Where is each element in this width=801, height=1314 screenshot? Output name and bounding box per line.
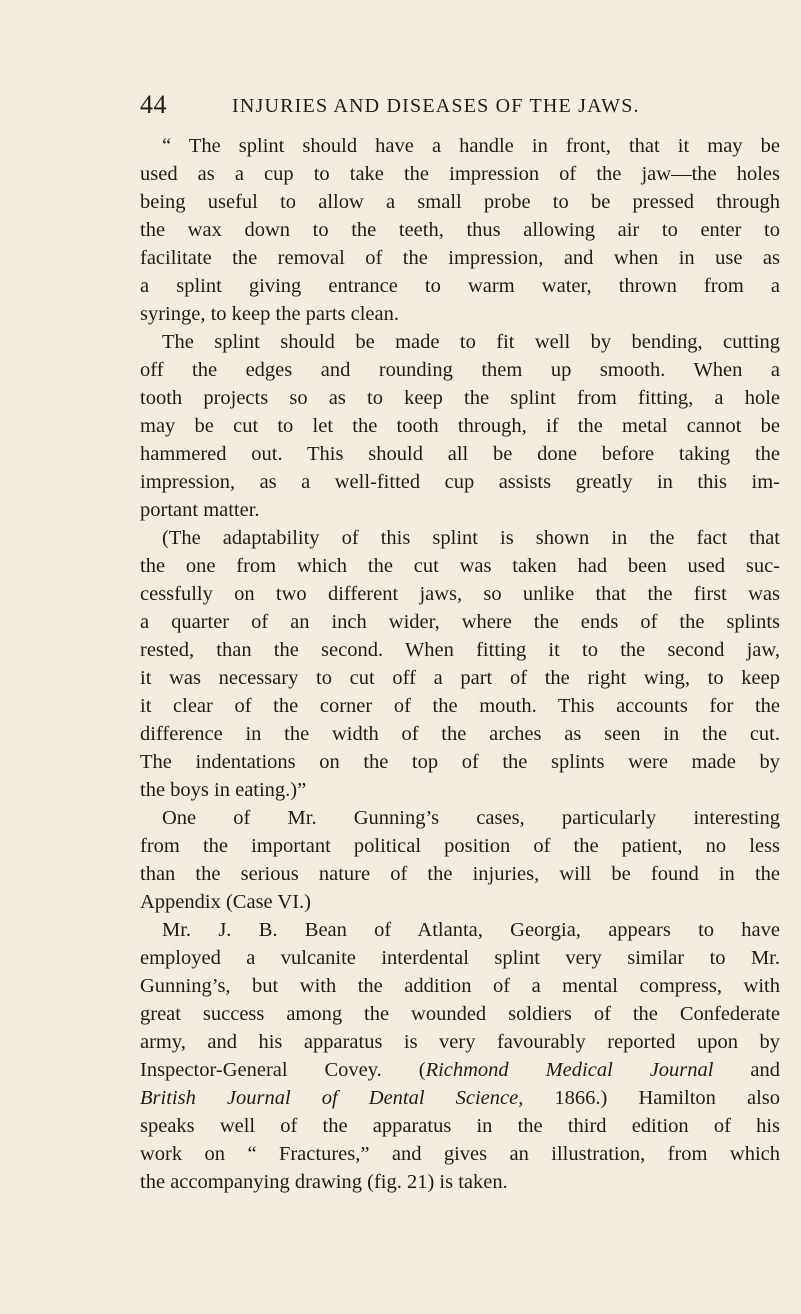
- text-line: the one from which the cut was taken had been used suc-: [140, 555, 780, 577]
- page-header: [140, 90, 780, 120]
- text-line: used as a cup to take the impression of the jaw—the holes: [140, 163, 780, 185]
- text-line: Gunning’s, but with the addition of a mental compress, with: [140, 975, 780, 997]
- text-line: portant matter.: [140, 499, 260, 521]
- text-run: 1866.) Hamilton also: [523, 1087, 780, 1109]
- page-number: 44: [140, 90, 167, 119]
- journal-title: British Journal of Dental Science,: [140, 1087, 524, 1109]
- text-line: may be cut to let the tooth through, if the metal cannot be: [140, 415, 780, 437]
- text-line: it was necessary to cut off a part of the right wing, to keep: [140, 667, 780, 689]
- text-line: speaks well of the apparatus in the third edition of his: [140, 1115, 780, 1137]
- text-line: from the important political position of the patient, no less: [140, 835, 780, 857]
- text-line: The indentations on the top of the splints were made by: [140, 751, 780, 773]
- text-line: employed a vulcanite interdental splint very similar to Mr.: [140, 947, 780, 969]
- text-line: [140, 1084, 780, 1112]
- text-line: work on “ Fractures,” and gives an illustration, from which: [140, 1143, 780, 1165]
- text-line: The splint should be made to fit well by bending, cutting: [162, 331, 780, 353]
- body-text: [140, 132, 780, 1196]
- text-line: tooth projects so as to keep the splint from fitting, a hole: [140, 387, 780, 409]
- text-line: [140, 1056, 780, 1084]
- text-line: the accompanying drawing (fig. 21) is taken.: [140, 1171, 508, 1193]
- text-line: difference in the width of the arches as seen in the cut.: [140, 723, 780, 745]
- text-line: than the serious nature of the injuries, will be found in the: [140, 863, 780, 885]
- text-line: the wax down to the teeth, thus allowing air to enter to: [140, 219, 780, 241]
- text-line: facilitate the removal of the impression, and when in use as: [140, 247, 780, 269]
- text-line: (The adaptability of this splint is shown in the fact that: [162, 527, 780, 549]
- text-line: Mr. J. B. Bean of Atlanta, Georgia, appears to have: [162, 919, 780, 941]
- text-line: army, and his apparatus is very favourably reported upon by: [140, 1031, 780, 1053]
- text-line: Appendix (Case VI.): [140, 891, 311, 913]
- text-line: cessfully on two different jaws, so unlike that the first was: [140, 583, 780, 605]
- text-line: “ The splint should have a handle in front, that it may be: [162, 135, 780, 157]
- text-line: the boys in eating.)”: [140, 779, 307, 801]
- text-line: great success among the wounded soldiers of the Confederate: [140, 1003, 780, 1025]
- text-line: impression, as a well-fitted cup assists greatly in this im-: [140, 471, 780, 493]
- running-head: INJURIES AND DISEASES OF THE JAWS.: [232, 95, 640, 117]
- text-line: syringe, to keep the parts clean.: [140, 303, 400, 325]
- text-run: Inspector-General Covey.: [140, 1059, 382, 1081]
- text-line: hammered out. This should all be done before taking the: [140, 443, 780, 465]
- text-line: rested, than the second. When fitting it to the second jaw,: [140, 639, 780, 661]
- text-line: a splint giving entrance to warm water, thrown from a: [140, 275, 780, 297]
- text-run: (: [418, 1059, 426, 1081]
- text-line: it clear of the corner of the mouth. This accounts for the: [140, 695, 780, 717]
- text-line: being useful to allow a small probe to be pressed through: [140, 191, 780, 213]
- text-line: a quarter of an inch wider, where the ends of the splints: [140, 611, 780, 633]
- text-run: and: [713, 1059, 780, 1081]
- text-line: off the edges and rounding them up smooth. When a: [140, 359, 780, 381]
- text-line: One of Mr. Gunning’s cases, particularly interesting: [162, 807, 780, 829]
- journal-title: Richmond Medical Journal: [425, 1059, 714, 1081]
